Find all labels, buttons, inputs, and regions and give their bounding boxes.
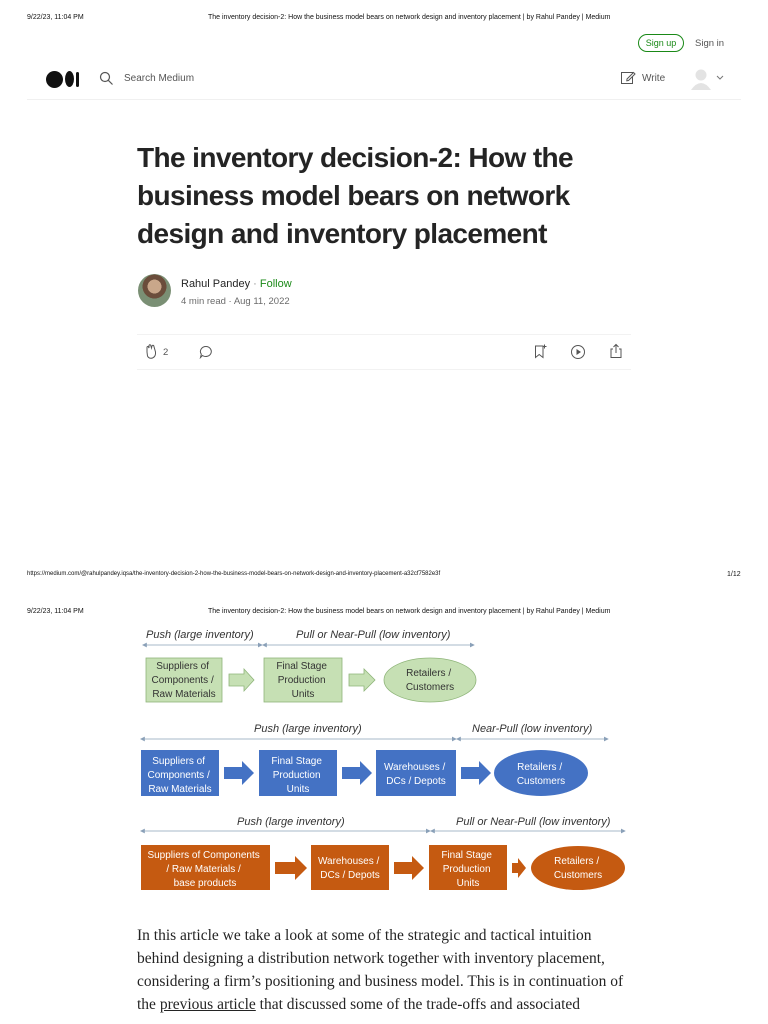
signin-link[interactable]: Sign in (695, 38, 725, 49)
medium-logo-icon[interactable] (46, 70, 79, 88)
print-datetime: 9/22/23, 11:04 PM (27, 14, 84, 21)
row2-warehouses-text: Warehouses / DCs / Depots (383, 762, 446, 787)
print-doc-title: The inventory decision-2: How the business model bears on network design and inventory placement | by Rahul Pandey | Medium (208, 14, 611, 21)
row1-production-text: Final Stage Production Units (276, 661, 327, 700)
row1-arrow-1 (229, 669, 254, 691)
row2-push-label: Push (large inventory) (254, 723, 362, 735)
actionbar-top-divider (137, 334, 631, 335)
row2-retailers-text: Retailers / Customers (516, 762, 566, 787)
user-avatar-icon[interactable] (690, 67, 712, 91)
row3-suppliers-text: Suppliers of Components / Raw Materials / base products (147, 850, 260, 889)
comment-icon[interactable] (199, 345, 213, 359)
print-doc-title-2: The inventory decision-2: How the business model bears on network design and inventory placement | by Rahul Pandey | Medium (208, 608, 611, 615)
body-text-2: that discussed some of the trade-offs and associated (255, 996, 581, 1013)
row1-suppliers-text: Suppliers of Components / Raw Materials (151, 661, 216, 700)
write-icon[interactable] (620, 70, 636, 86)
row3-arrow-3 (512, 858, 526, 878)
publish-date: Aug 11, 2022 (233, 296, 290, 307)
body-text-1: In this article we take a look at some of the strategic and tactical intuition behind designing a distribution network together with inventory placement, considering a firm’s positioning and business model. This is in continuation of the (137, 927, 624, 1013)
row1-retailers-ellipse (384, 658, 476, 702)
article-body-paragraph (137, 924, 637, 1016)
row1-pull-label: Pull or Near-Pull (low inventory) (296, 629, 451, 641)
row3-pull-label: Pull or Near-Pull (low inventory) (456, 816, 611, 828)
bookmark-icon[interactable] (533, 344, 547, 359)
row3-retailers-text: Retailers / Customers (553, 856, 603, 881)
signup-button[interactable]: Sign up (638, 34, 684, 52)
chevron-down-icon[interactable] (716, 75, 724, 81)
row2-arrow-1 (224, 761, 254, 785)
row2-arrow-3 (461, 761, 491, 785)
row2-arrow-2 (342, 761, 372, 785)
topbar-divider (27, 99, 741, 100)
article-meta (181, 296, 290, 307)
play-icon[interactable] (570, 344, 586, 360)
author-name[interactable]: Rahul Pandey (181, 278, 251, 290)
supply-chain-diagram (130, 620, 640, 898)
row1-push-label: Push (large inventory) (146, 629, 254, 641)
row3-arrow-2 (394, 856, 424, 880)
author-avatar[interactable] (138, 274, 171, 307)
actionbar-bottom-divider (137, 369, 631, 370)
author-line (181, 278, 292, 290)
row2-pull-label: Near-Pull (low inventory) (472, 723, 593, 735)
print-url: https://medium.com/@rahulpandey.iqsa/the-inventory-decision-2-how-the-business-model-bears-on-network-design-and-inventory-placement-a32cf7582e3f (27, 571, 441, 577)
row2-suppliers-text: Suppliers of Components / Raw Materials (147, 756, 212, 795)
meta-separator: · (228, 296, 234, 307)
row3-push-label: Push (large inventory) (237, 816, 345, 828)
article-title: The inventory decision-2: How the business model bears on network design and inventory placement (137, 142, 574, 249)
clap-icon[interactable] (143, 343, 159, 360)
previous-article-link[interactable]: previous article (159, 996, 256, 1013)
search-input[interactable]: Search Medium (124, 73, 195, 84)
search-icon[interactable] (99, 71, 114, 86)
clap-count: 2 (163, 347, 169, 358)
row3-arrow-1 (275, 856, 307, 880)
print-datetime-2: 9/22/23, 11:04 PM (27, 608, 84, 615)
row3-production-text: Final Stage Production Units (441, 850, 492, 889)
read-time: 4 min read (181, 296, 226, 307)
row3-retailers-ellipse (531, 846, 625, 890)
row2-retailers-ellipse (494, 750, 588, 796)
row1-retailers-text: Retailers / Customers (405, 668, 455, 693)
row3-warehouses-text: Warehouses / DCs / Depots (317, 856, 380, 881)
row1-arrow-2 (349, 669, 375, 691)
row3-warehouses-box (311, 845, 389, 890)
row2-production-text: Final Stage Production Units (271, 756, 322, 795)
share-icon[interactable] (608, 343, 624, 359)
print-page-number: 1/12 (727, 571, 741, 578)
row2-warehouses-box (376, 750, 456, 796)
follow-button[interactable]: Follow (259, 278, 292, 290)
write-button[interactable]: Write (642, 73, 666, 84)
separator: · (253, 278, 260, 290)
